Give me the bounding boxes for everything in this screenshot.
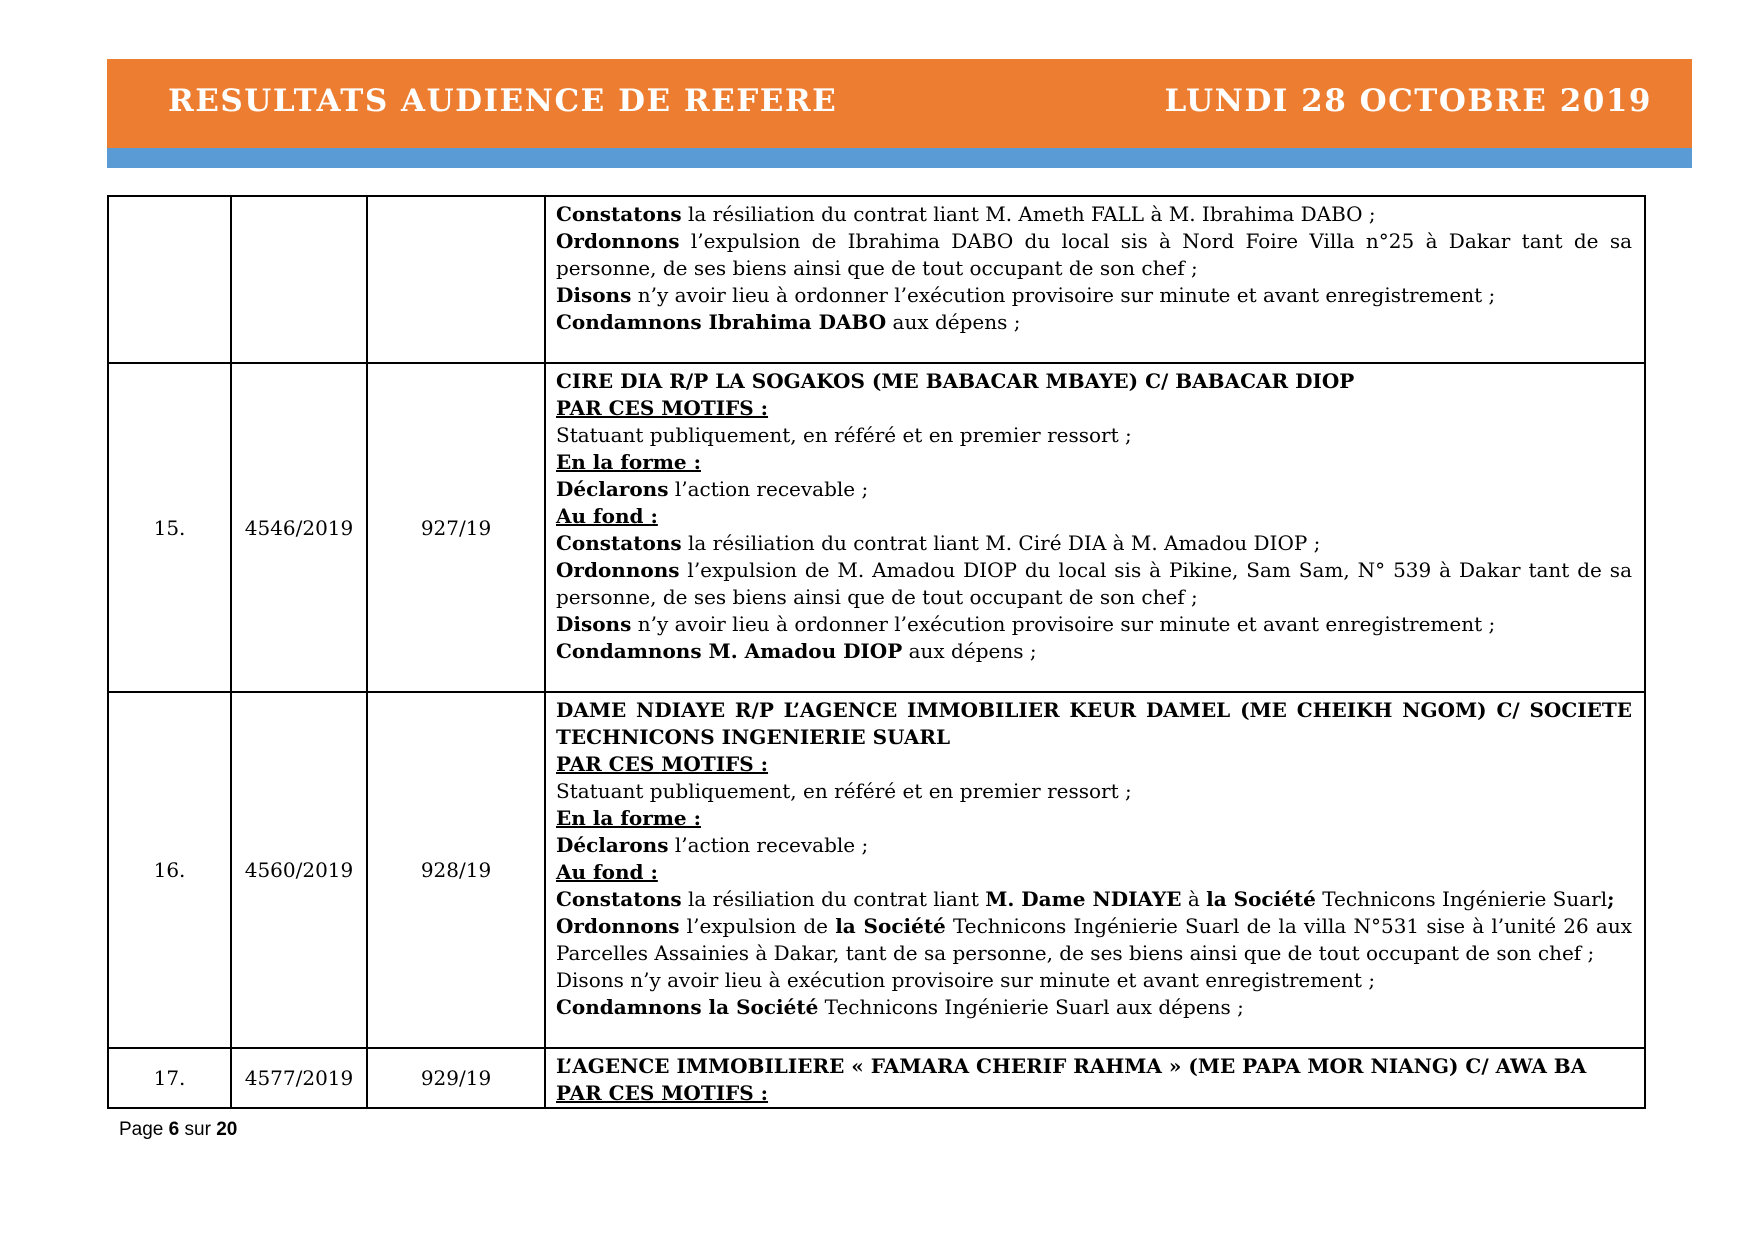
decision-text [545,196,1645,363]
decision-line [556,228,1632,282]
plain-text: l’action recevable ; [668,477,869,501]
plain-text: Technicons Ingénierie Suarl aux dépens ; [818,995,1244,1019]
bold-text: la Société [835,914,946,938]
section-heading: En la forme : [556,806,701,830]
decision-line [556,476,1632,503]
plain-text: aux dépens ; [902,639,1037,663]
table-row [108,692,1645,1048]
plain-text: Statuant publiquement, en référé et en premier ressort ; [556,423,1132,447]
bold-text: L’AGENCE IMMOBILIERE « FAMARA CHERIF RAHMA » (ME PAPA MOR NIANG) C/ AWA BA [556,1054,1587,1078]
results-table-body [108,196,1645,1108]
table-row [108,1048,1645,1108]
footer-page: 6 [168,1119,180,1140]
decision-line [556,751,1632,778]
header-date: LUNDI 28 OCTOBRE 2019 [1164,83,1652,119]
decision-line [556,201,1632,228]
bold-text: Déclarons [556,833,669,857]
decision-line [556,805,1632,832]
section-heading: Au fond : [556,504,658,528]
section-heading: Au fond : [556,860,658,884]
decision-line [556,994,1632,1021]
decision-line [556,886,1632,913]
plain-text: la résiliation du contrat liant M. Ciré DIA à M. Amadou DIOP ; [681,531,1321,555]
bold-text: CIRE DIA R/P LA SOGAKOS (ME BABACAR MBAYE) C/ BABACAR DIOP [556,369,1355,393]
bold-text: Ordonnons [556,558,680,582]
case-number: 16. [108,692,231,1048]
ordonnance-number [367,196,545,363]
plain-text: aux dépens ; [886,310,1021,334]
decision-line [556,449,1632,476]
case-number [108,196,231,363]
bold-text: Disons [556,612,632,636]
header-stripe [107,148,1692,168]
page-footer [119,1119,237,1141]
decision-line [556,1080,1632,1107]
bold-text: ; [1607,887,1615,911]
decision-line [556,309,1632,336]
bold-text: DAME NDIAYE R/P L’AGENCE IMMOBILIER KEUR DAMEL (ME CHEIKH NGOM) C/ SOCIETE TECHNICONS INGENIERIE SUARL [556,698,1632,749]
decision-line [556,611,1632,638]
table-row [108,196,1645,363]
section-heading: PAR CES MOTIFS : [556,396,769,420]
plain-text: l’expulsion de Ibrahima DABO du local sis à Nord Foire Villa n°25 à Dakar tant de sa personne, de ses biens ainsi que de tout occupant de son chef ; [556,229,1632,280]
decision-line [556,638,1632,665]
bold-text: Constatons [556,202,682,226]
plain-text: la résiliation du contrat liant [681,887,986,911]
rg-number: 4577/2019 [231,1048,367,1108]
ordonnance-number: 928/19 [367,692,545,1048]
header-title: RESULTATS AUDIENCE DE REFERE [168,83,838,119]
decision-line [556,557,1632,611]
plain-text: l’expulsion de [679,914,836,938]
plain-text: à [1181,887,1207,911]
plain-text: Technicons Ingénierie Suarl [1315,887,1608,911]
plain-text: la résiliation du contrat liant M. Ameth FALL à M. Ibrahima DABO ; [681,202,1376,226]
plain-text: l’action recevable ; [668,833,869,857]
section-heading: PAR CES MOTIFS : [556,752,769,776]
plain-text: Disons n’y avoir lieu à exécution provisoire sur minute et avant enregistrement ; [556,968,1376,992]
case-number: 15. [108,363,231,692]
bold-text: Ordonnons [556,229,680,253]
decision-line [556,395,1632,422]
plain-text: n’y avoir lieu à ordonner l’exécution provisoire sur minute et avant enregistrement ; [631,612,1496,636]
decision-line [556,282,1632,309]
bold-text: Constatons [556,531,682,555]
decision-line [556,913,1632,967]
decision-line [556,503,1632,530]
decision-line [556,832,1632,859]
ordonnance-number: 929/19 [367,1048,545,1108]
footer-prefix: Page [119,1119,169,1140]
plain-text: n’y avoir lieu à ordonner l’exécution provisoire sur minute et avant enregistrement ; [631,283,1496,307]
decision-line [556,422,1632,449]
decision-line [556,859,1632,886]
bold-text: Constatons [556,887,682,911]
decision-line [556,368,1632,395]
plain-text: Technicons Ingénierie Suarl de la villa N°531 sise à l’unité 26 aux Parcelles Assainies à Dakar, tant de sa personne, de ses biens ainsi que de tout occupant de son chef ; [556,914,1633,965]
bold-text: Condamnons Ibrahima DABO [556,310,887,334]
rg-number [231,196,367,363]
bold-text: Déclarons [556,477,669,501]
bold-text: M. Dame NDIAYE [985,887,1182,911]
rg-number: 4560/2019 [231,692,367,1048]
decision-line [556,697,1632,751]
rg-number: 4546/2019 [231,363,367,692]
decision-text [545,363,1645,692]
section-heading: PAR CES MOTIFS : [556,1081,769,1105]
plain-text: l’expulsion de M. Amadou DIOP du local sis à Pikine, Sam Sam, N° 539 à Dakar tant de sa personne, de ses biens ainsi que de tout occupant de son chef ; [556,558,1632,609]
bold-text: Condamnons M. Amadou DIOP [556,639,903,663]
decision-line [556,778,1632,805]
decision-text [545,1048,1645,1108]
bold-text: la Société [1206,887,1316,911]
bold-text: Ordonnons [556,914,680,938]
plain-text: Statuant publiquement, en référé et en premier ressort ; [556,779,1132,803]
table-row [108,363,1645,692]
ordonnance-number: 927/19 [367,363,545,692]
case-number: 17. [108,1048,231,1108]
bold-text: Disons [556,283,632,307]
decision-line [556,967,1632,994]
decision-line [556,1053,1632,1080]
decision-line [556,530,1632,557]
results-table [107,195,1646,1109]
decision-text [545,692,1645,1048]
footer-total: 20 [216,1119,238,1140]
bold-text: Condamnons la Société [556,995,819,1019]
section-heading: En la forme : [556,450,701,474]
footer-mid: sur [179,1119,217,1140]
